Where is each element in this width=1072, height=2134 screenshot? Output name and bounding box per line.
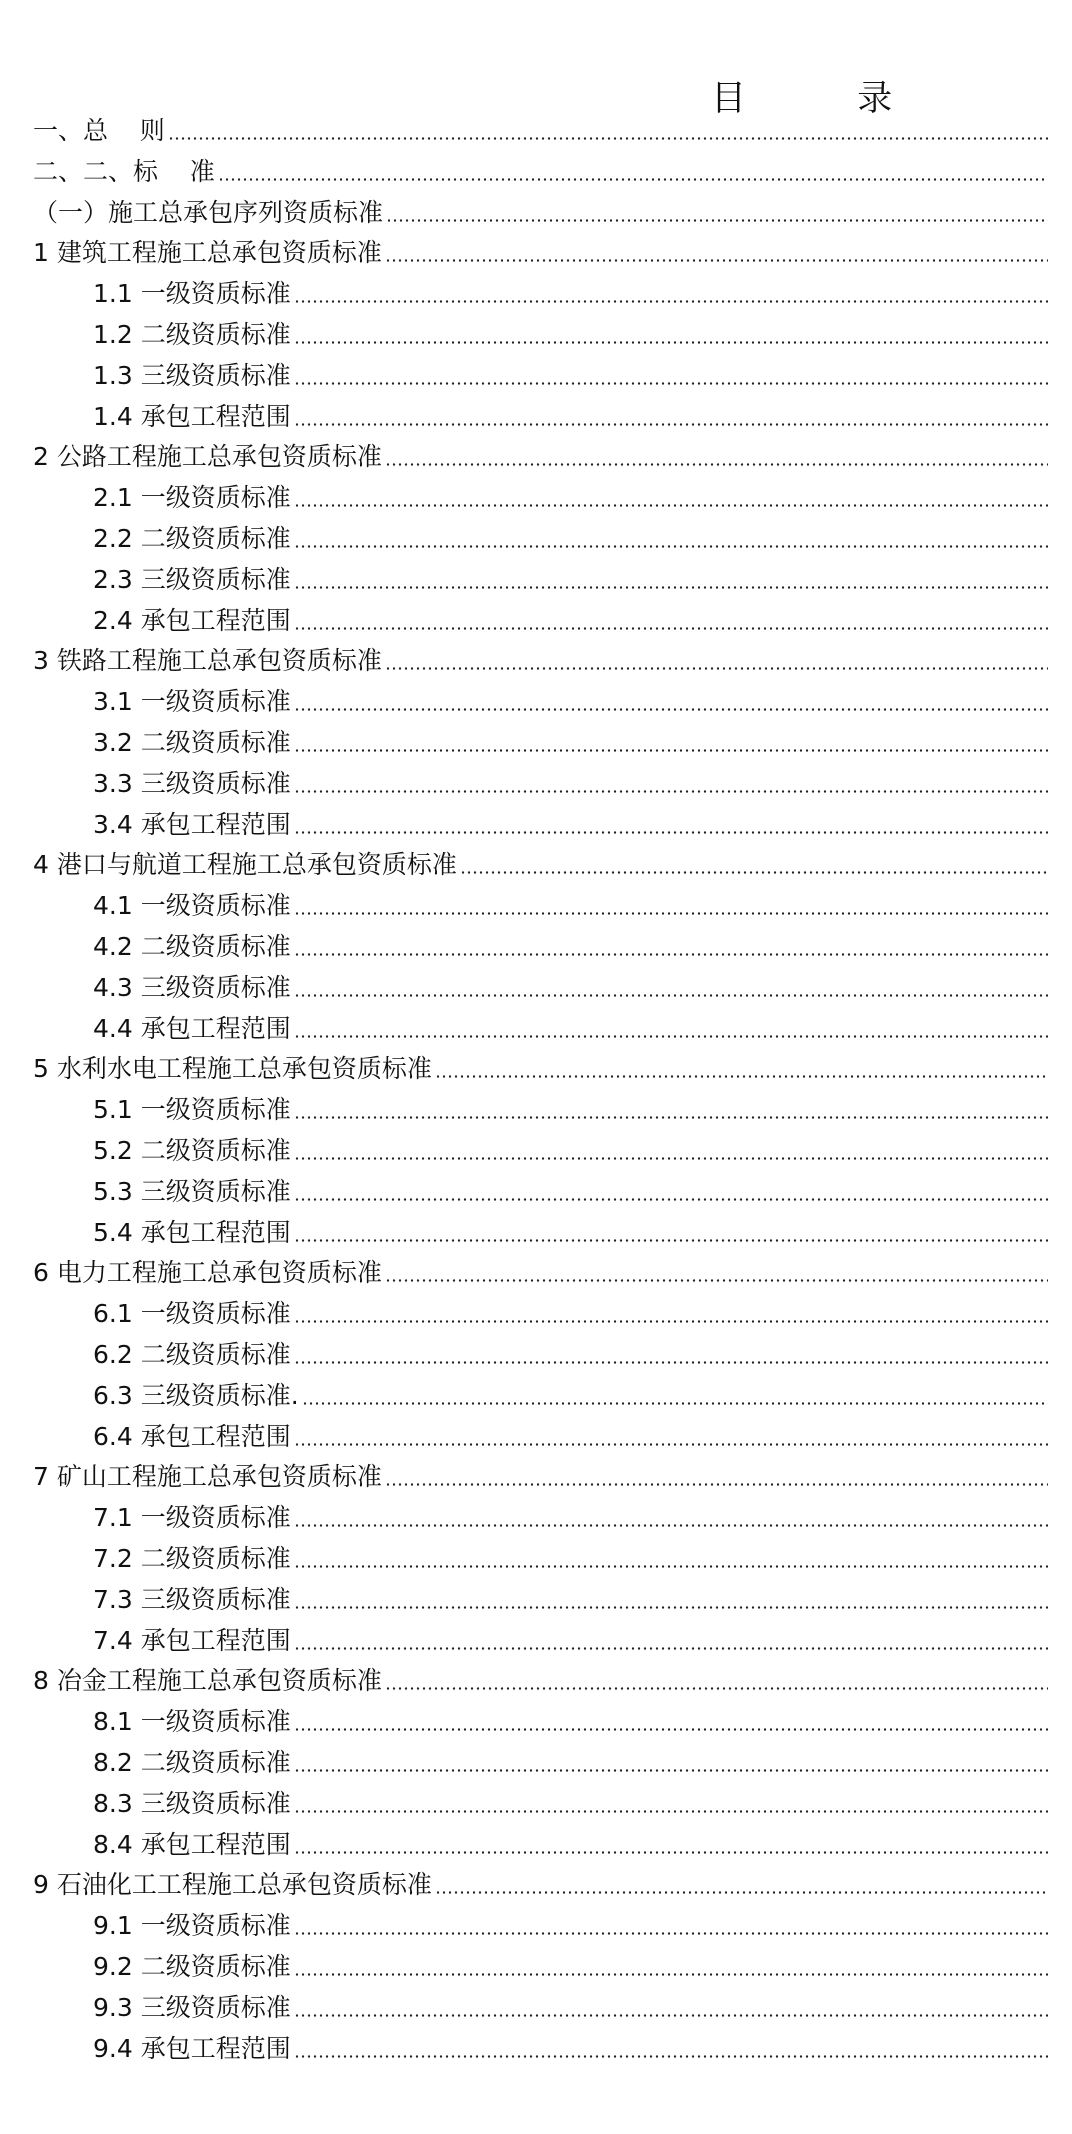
toc-entry-label: 7.3 三级资质标准	[93, 1585, 291, 1614]
dot-leader	[294, 545, 1048, 548]
toc-entry-label: 4.1 一级资质标准	[93, 891, 291, 920]
toc-subsection-entry[interactable]	[93, 1371, 1048, 1411]
dot-leader	[294, 1728, 1048, 1731]
toc-entry-label: 8.4 承包工程范围	[93, 1830, 291, 1859]
toc-entry-label: 2.4 承包工程范围	[93, 606, 291, 635]
toc-entry-label: 二、二、标 准	[33, 157, 215, 186]
toc-subsection-entry[interactable]	[93, 759, 1048, 799]
toc-subsection-entry[interactable]	[93, 1779, 1048, 1819]
toc-entry-label: 7.1 一级资质标准	[93, 1503, 291, 1532]
dot-leader	[294, 1565, 1048, 1568]
toc-subsection-entry[interactable]	[93, 1412, 1048, 1452]
toc-entry-label: 9 石油化工工程施工总承包资质标准	[33, 1870, 432, 1899]
toc-subsection-entry[interactable]	[93, 677, 1048, 717]
dot-leader	[435, 1891, 1048, 1894]
toc-subsection-entry[interactable]	[93, 1126, 1048, 1166]
dot-leader	[294, 1443, 1048, 1446]
toc-entry-label: 8.1 一级资质标准	[93, 1707, 291, 1736]
dot-leader	[385, 1483, 1048, 1486]
dot-leader	[294, 1932, 1048, 1935]
toc-entry-label: 9.4 承包工程范围	[93, 2034, 291, 2063]
toc-subsection-entry[interactable]	[93, 310, 1048, 350]
toc-entry-label: 4.3 三级资质标准	[93, 973, 291, 1002]
toc-entry-label: 9.2 二级资质标准	[93, 1952, 291, 1981]
toc-entry-label: 1.3 三级资质标准	[93, 361, 291, 390]
toc-subsection-entry[interactable]	[93, 922, 1048, 962]
dot-leader	[294, 749, 1048, 752]
toc-entry-label: 5.1 一级资质标准	[93, 1095, 291, 1124]
toc-entry-label: 2 公路工程施工总承包资质标准	[33, 442, 382, 471]
dot-leader	[218, 178, 1046, 181]
dot-leader	[294, 1647, 1048, 1650]
toc-subsection-entry[interactable]	[93, 2024, 1048, 2064]
dot-leader	[168, 137, 1048, 140]
toc-section-entry[interactable]	[33, 432, 1048, 472]
toc-subsection-entry[interactable]	[93, 1289, 1048, 1329]
toc-subsection-entry[interactable]	[93, 1983, 1048, 2023]
toc-entry-label: 3.4 承包工程范围	[93, 810, 291, 839]
toc-subsection-entry[interactable]	[93, 963, 1048, 1003]
toc-subsection-entry[interactable]	[93, 269, 1048, 309]
toc-subsection-entry[interactable]	[93, 514, 1048, 554]
dot-leader	[294, 627, 1048, 630]
toc-entry-label: 5 水利水电工程施工总承包资质标准	[33, 1054, 432, 1083]
toc-section-entry[interactable]	[33, 1044, 1048, 1084]
dot-leader	[385, 1687, 1048, 1690]
dot-leader	[294, 708, 1048, 711]
dot-leader	[386, 219, 1048, 222]
dot-leader	[294, 1116, 1048, 1119]
toc-entry-label: 5.2 二级资质标准	[93, 1136, 291, 1165]
toc-subsection-entry[interactable]	[93, 1901, 1048, 1941]
dot-leader	[385, 259, 1048, 262]
dot-leader	[294, 586, 1048, 589]
dot-leader	[294, 831, 1048, 834]
toc-subsection-entry[interactable]	[93, 1004, 1048, 1044]
toc-entry-label: 3.1 一级资质标准	[93, 687, 291, 716]
toc-entry-label: 6.1 一级资质标准	[93, 1299, 291, 1328]
dot-leader	[294, 1606, 1048, 1609]
dot-leader	[294, 382, 1048, 385]
toc-entry-label: 6.4 承包工程范围	[93, 1422, 291, 1451]
dot-leader	[294, 341, 1048, 344]
dot-leader	[294, 300, 1048, 303]
toc-entry-label: 2.1 一级资质标准	[93, 483, 291, 512]
dot-leader	[294, 1973, 1048, 1976]
toc-entry-label: 9.3 三级资质标准	[93, 1993, 291, 2022]
dot-leader	[385, 667, 1048, 670]
toc-subsection-entry[interactable]	[93, 718, 1048, 758]
toc-subsection-entry[interactable]	[93, 1085, 1048, 1125]
dot-leader	[294, 1157, 1048, 1160]
toc-entry-label: 5.4 承包工程范围	[93, 1218, 291, 1247]
dot-leader	[385, 1279, 1048, 1282]
toc-entry-label: 7 矿山工程施工总承包资质标准	[33, 1462, 382, 1491]
toc-section-entry[interactable]	[33, 1452, 1048, 1492]
toc-entry-label: 4 港口与航道工程施工总承包资质标准	[33, 850, 457, 879]
page-title: 目 录	[711, 79, 893, 119]
toc-subsection-entry[interactable]	[93, 881, 1048, 921]
toc-subsection-entry[interactable]	[93, 351, 1048, 391]
dot-leader	[294, 1239, 1048, 1242]
toc-entry-label: 1.4 承包工程范围	[93, 402, 291, 431]
dot-leader	[294, 2055, 1048, 2058]
toc-entry-label: 9.1 一级资质标准	[93, 1911, 291, 1940]
toc-subsection-entry[interactable]	[93, 1534, 1048, 1574]
dot-leader	[294, 1769, 1048, 1772]
toc-entry-label: 8 冶金工程施工总承包资质标准	[33, 1666, 382, 1695]
toc-subsection-entry[interactable]	[93, 1738, 1048, 1778]
dot-leader	[294, 1035, 1048, 1038]
dot-leader	[294, 1524, 1048, 1527]
toc-entry-label: 7.2 二级资质标准	[93, 1544, 291, 1573]
toc-entry-label: 4.4 承包工程范围	[93, 1014, 291, 1043]
toc-entry-label: 一、总 则	[33, 116, 165, 145]
toc-entry-label: 1.2 二级资质标准	[93, 320, 291, 349]
dot-leader	[294, 790, 1048, 793]
toc-subsection-entry[interactable]	[93, 1208, 1048, 1248]
toc-section-entry[interactable]	[33, 1656, 1048, 1696]
dot-leader	[294, 953, 1048, 956]
toc-entry-label: 6 电力工程施工总承包资质标准	[33, 1258, 382, 1287]
dot-leader	[294, 2014, 1048, 2017]
toc-entry-label: 3.3 三级资质标准	[93, 769, 291, 798]
toc-section-entry[interactable]	[33, 228, 1048, 268]
toc-subsection-entry[interactable]	[93, 1697, 1048, 1737]
toc-entry-label: 2.2 二级资质标准	[93, 524, 291, 553]
toc-subsection-entry[interactable]	[93, 596, 1048, 636]
dot-leader	[294, 1810, 1048, 1813]
dot-leader	[385, 463, 1048, 466]
toc-entry-label: 5.3 三级资质标准	[93, 1177, 291, 1206]
toc-entry-label: 8.2 二级资质标准	[93, 1748, 291, 1777]
toc-subsection-entry[interactable]	[93, 392, 1048, 432]
dot-leader	[294, 1851, 1048, 1854]
toc-subsection-entry[interactable]	[93, 1575, 1048, 1615]
toc-entry-label: 6.2 二级资质标准	[93, 1340, 291, 1369]
toc-entry-label: 6.3 三级资质标准.	[93, 1381, 299, 1410]
toc-section-entry[interactable]	[33, 188, 1048, 228]
toc-section-entry[interactable]	[33, 147, 1046, 187]
toc-subsection-entry[interactable]	[93, 1330, 1048, 1370]
toc-entry-label: （一）施工总承包序列资质标准	[33, 198, 384, 227]
dot-leader	[435, 1075, 1048, 1078]
dot-leader	[294, 1361, 1048, 1364]
toc-subsection-entry[interactable]	[93, 1942, 1048, 1982]
toc-section-entry[interactable]	[33, 840, 1048, 880]
toc-entry-label: 8.3 三级资质标准	[93, 1789, 291, 1818]
toc-subsection-entry[interactable]	[93, 1616, 1048, 1656]
dot-leader	[294, 1320, 1048, 1323]
dot-leader	[294, 504, 1048, 507]
dot-leader	[302, 1402, 1048, 1405]
toc-entry-label: 3.2 二级资质标准	[93, 728, 291, 757]
toc-entry-label: 2.3 三级资质标准	[93, 565, 291, 594]
toc-subsection-entry[interactable]	[93, 1820, 1048, 1860]
toc-section-entry[interactable]	[33, 1248, 1048, 1288]
toc-section-entry[interactable]	[33, 1860, 1048, 1900]
dot-leader	[294, 1198, 1048, 1201]
toc-subsection-entry[interactable]	[93, 800, 1048, 840]
toc-subsection-entry[interactable]	[93, 1493, 1048, 1533]
toc-section-entry[interactable]	[33, 636, 1048, 676]
toc-section-entry[interactable]	[33, 106, 1048, 146]
toc-entry-label: 4.2 二级资质标准	[93, 932, 291, 961]
toc-subsection-entry[interactable]	[93, 1167, 1048, 1207]
dot-leader	[294, 912, 1048, 915]
toc-entry-label: 1.1 一级资质标准	[93, 279, 291, 308]
toc-entry-label: 7.4 承包工程范围	[93, 1626, 291, 1655]
toc-subsection-entry[interactable]	[93, 473, 1048, 513]
toc-subsection-entry[interactable]	[93, 555, 1048, 595]
toc-entry-label: 1 建筑工程施工总承包资质标准	[33, 238, 382, 267]
toc-entry-label: 3 铁路工程施工总承包资质标准	[33, 646, 382, 675]
dot-leader	[460, 871, 1048, 874]
dot-leader	[294, 994, 1048, 997]
dot-leader	[294, 423, 1048, 426]
